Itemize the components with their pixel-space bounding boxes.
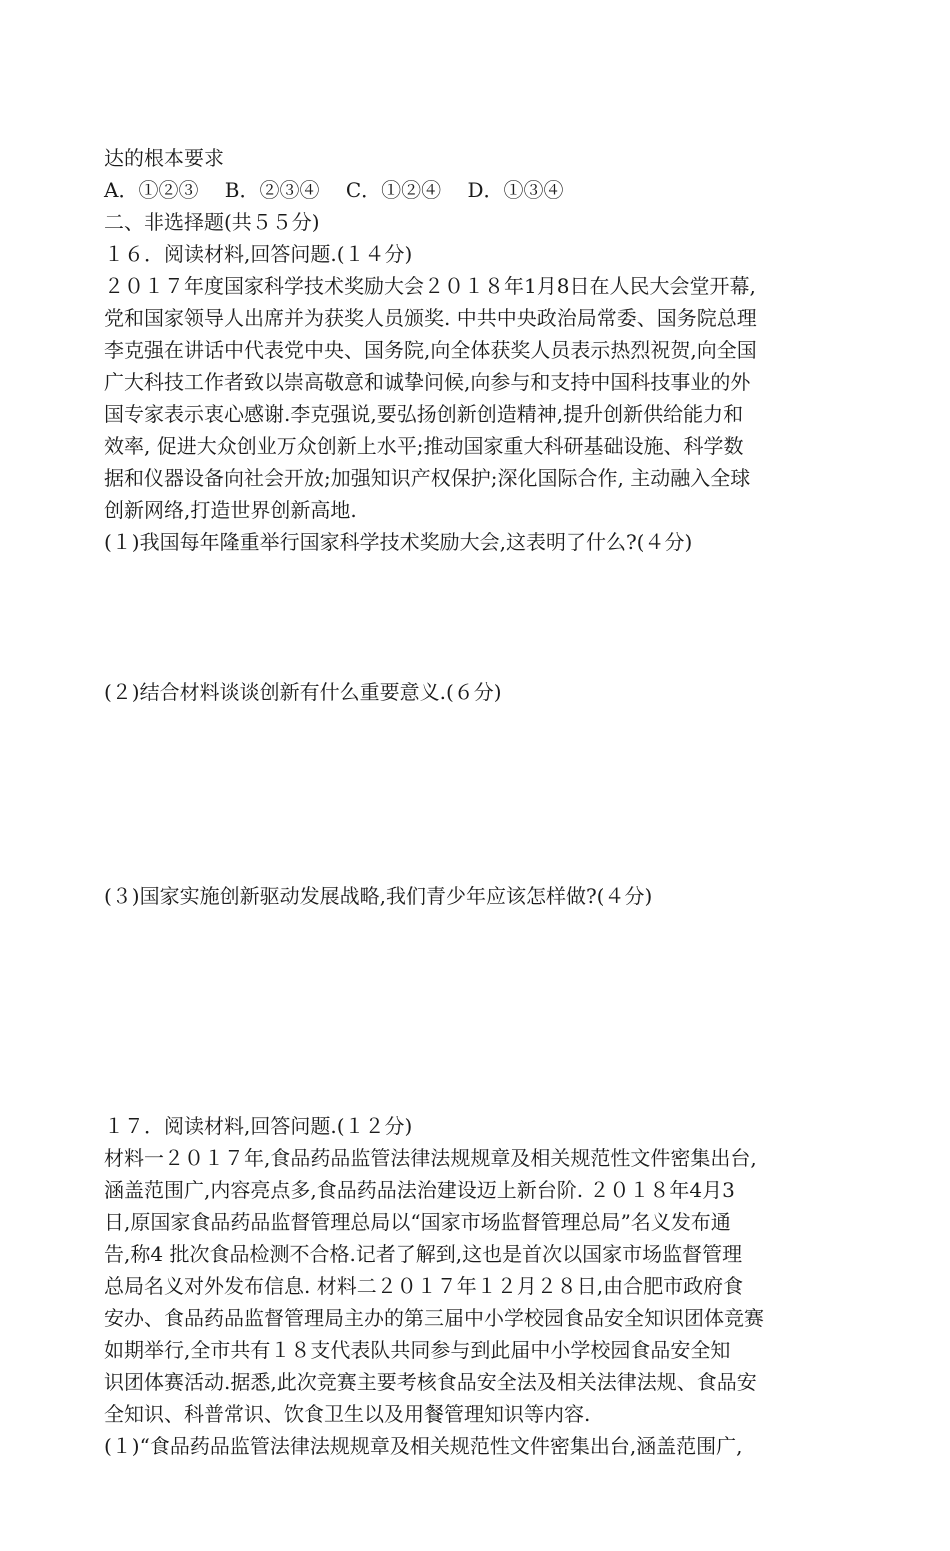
answer-space (104, 708, 864, 880)
q16-material-line: 李克强在讲话中代表党中央、国务院,向全体获奖人员表示热烈祝贺,向全国 (104, 338, 757, 362)
q17-title: １７．阅读材料,回答问题.(１２分) (104, 1114, 413, 1138)
q17-material-line: 安办、食品药品监督管理局主办的第三届中小学校园食品安全知识团体竞赛 (104, 1306, 764, 1330)
q17-material-line: 日,原国家食品药品监督管理总局以“国家市场监督管理总局”名义发布通 (104, 1210, 731, 1234)
q15-stem-tail: 达的根本要求 (104, 146, 224, 170)
q15-options: A．①②③ B．②③④ C．①②④ D．①③④ (104, 178, 564, 202)
q16-material-line: 党和国家领导人出席并为获奖人员颁奖. 中共中央政治局常委、国务院总理 (104, 306, 757, 330)
q17-material-line: 总局名义对外发布信息. 材料二２０１７年１２月２８日,由合肥市政府食 (104, 1274, 744, 1298)
q17-material-line: 材料一２０１７年,食品药品监管法律法规规章及相关规范性文件密集出台, (104, 1146, 757, 1170)
q16-title: １６．阅读材料,回答问题.(１４分) (104, 242, 413, 266)
q17-material-line: 识团体赛活动.据悉,此次竞赛主要考核食品安全法及相关法律法规、食品安 (104, 1370, 757, 1394)
q16-material-line: 国专家表示衷心感谢.李克强说,要弘扬创新创造精神,提升创新供给能力和 (104, 402, 744, 426)
q16-subquestion-2: (２)结合材料谈谈创新有什么重要意义.(６分) (104, 680, 502, 704)
q16-material-line: 创新网络,打造世界创新高地. (104, 498, 357, 522)
q16-material-line: 效率, 促进大众创业万众创新上水平;推动国家重大科研基础设施、科学数 (104, 434, 744, 458)
q16-subquestion-3: (３)国家实施创新驱动发展战略,我们青少年应该怎样做?(４分) (104, 884, 653, 908)
answer-space (104, 912, 864, 1110)
section-heading: 二、非选择题(共５５分) (104, 210, 320, 234)
q16-material-line: 广大科技工作者致以崇高敬意和诚挚问候,向参与和支持中国科技事业的外 (104, 370, 751, 394)
answer-space (104, 558, 864, 676)
q17-material-line: 涵盖范围广,内容亮点多,食品药品法治建设迈上新台阶. ２０１８年4月3 (104, 1178, 735, 1202)
q17-material-line: 告,称4 批次食品检测不合格.记者了解到,这也是首次以国家市场监督管理 (104, 1242, 743, 1266)
q16-material-line: ２０１７年度国家科学技术奖励大会２０１８年1月8日在人民大会堂开幕, (104, 274, 756, 298)
q17-material-line: 全知识、科普常识、饮食卫生以及用餐管理知识等内容. (104, 1402, 591, 1426)
q16-subquestion-1: (１)我国每年隆重举行国家科学技术奖励大会,这表明了什么?(４分) (104, 530, 693, 554)
document-page (104, 142, 864, 1462)
q17-material-line: 如期举行,全市共有１８支代表队共同参与到此届中小学校园食品安全知 (104, 1338, 731, 1362)
q16-material-line: 据和仪器设备向社会开放;加强知识产权保护;深化国际合作, 主动融入全球 (104, 466, 751, 490)
q17-subquestion-1: (１)“食品药品监管法律法规规章及相关规范性文件密集出台,涵盖范围广, (104, 1434, 743, 1458)
